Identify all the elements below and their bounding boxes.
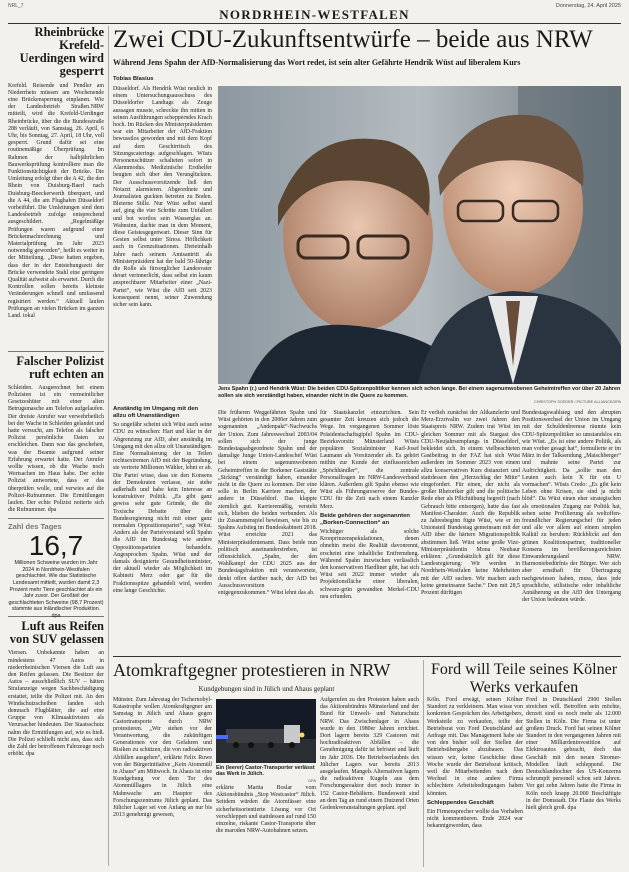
- main-subhead-2: Beide gehören der sogenannten „Borken-Connection“ an: [320, 512, 411, 526]
- main-col1: Düsseldorf. Als Hendrik Wüst neulich in einem Untersuchungsausschuss des Düsseldorfer Landtags als Zeuge aussagen musste, schreckte ihn mitten in seinen Ausführungen schepperndes Krach hoch. Im Rücken des Ministerpräsidenten war ein Mitarbeiter der AfD-Fraktion bewusstlos geworden und mit dem Kopf auf dem Geschirrtisch des Sitzungscaterings aufgeschlagen. Wüsts Personenschützer schalteten sofort in Alarmmodus. Medizinische Ersthelfer beugten sich über den Verunglückten. Der Ausschussvorsitzende ließ den Notarzt alarmieren. Abgeordnete und Journalisten guckten betreten zu Boden. Bleierne Stille. Nur Wüst selbst stand auf, ging die vier Schritte zum Unfallort und bot wortlos sein Wasserglas an. Wahnsinn, dachte man in dem Moment, diese Geistesgegenwart. Dieser Sinn für Gesten selbst unter Stress. Höflichkeit auch in Grenzsituationen. Dreieinhalb Jahre nach seinem Amtsantritt als Ministerpräsident hat der bald 50-Jährige die Rolle als fürsorglicher Landesvater derart verinnerlicht, dass selbst ein kaum ansprechbarer Mitarbeiter einer „Nazi-Partei“, wie Wüst die AfD seit 2023 konsequent nennt, seiner Zuwendung sicher sein kann.: [113, 86, 212, 309]
- column-rule: [108, 26, 109, 866]
- column-rule: [423, 660, 424, 867]
- main-subtitle: Während Jens Spahn der AfD-Normalisierung das Wort redet, ist sein alter Gefährte Hendrik Wüst auf liberalem Kurs: [113, 58, 521, 67]
- main-col4: Bundestagswahlsieg und den abrupten Positionswechsel der Union im Umgang mit der Schuldenbremse räumte kein CDU-Spitzenpolitiker so umstandslos ein wie Wüst. „Es ist eine andere Politik, als man vorher gesagt hat“, formulierte er im März in der Talksendung „Maischberger“ und mahnte seine Partei zur Aufrichtigkeit. Da „sollte man den Leuten auch kein X für ein U vormachen“. Wüsts Credo: „Es gibt kein Leben ohne Krisen, sie sind ja nicht blöd“. Da Wüst einen eher strategischen als emotionalen Zugang zur Politik hat, sehen seine Profilierung als weltoffen-freundlicher Regierungschef für jeden und alle vor allem auf einem simplen Kalkül zu beruhen: Rückblickt auf den grünen Koalitionspartner, traditioneller Konsens im bevölkerungsreichsten Einwanderungsland NRW. Harmoniebedürfnis der Bürger. Wer sich aber ernsthaft für Übertragung nachgewiesen haben, muss, dass jede sprachliche, stilistische oder inhaltliche Annäherung an die AfD den Untergang der Union bedeuten würde.: [522, 410, 621, 604]
- zahl-label: Zahl des Tages: [8, 521, 62, 531]
- main-col2c: Wichtiger als solche Kronprinzenspekulationen, denen ohnehin meist die Realität davonrennt, erscheint eine inhaltliche Entfremdung. Während Spahn inzwischen verlässlich den konservativen Hardliner gibt, hat sich Wüst seit 2022 immer wieder als Projektionsfläche einer liberalen, schwarz-grün gewandten Merkel-CDU neu erfunden.: [320, 529, 419, 600]
- castor-credit: DPA: [308, 778, 316, 783]
- castor-caption: Ein (leerer) Castor-Transporter verlässt das Werk in Jülich.: [216, 765, 315, 778]
- section-title: NORDRHEIN-WESTFALEN: [219, 7, 410, 22]
- main-col2b: für Staatskanzlei einzurichten. Sein gesamter Zeit kreuzen sich jedoch die Wege. Im vergangenen Sommer löste Präsidentschaftsgipfel Spahn im CDU-Bezirksvorsitz Münsterland Wüsts populären Sozialminister Karl-Josef Laumann als Vorsitzender ab. Es gehört mithin zur Kunde der einflussreichen „Spöchhändler“, die zentrale Personalfragen im NRW-Landesverband klären. Außerdem gilt Spahn ebenso wie Wüst als Führungsreserve der Bundes-CDU für die Zeit nach einem Kanzler Merz.: [320, 410, 419, 510]
- main-col1b: So ungefähr scheint sich Wüst auch seine CDU zu wünschen: Hart und klar in der Abgrenzung zur AfD, aber anständig im Umgang mit den allzu oft Unanständigen. Eine Normalisierung der in Teilen rechtsextremen AfD mit der Begründung, sie vertrete Millionen Wähler, lehnt er ab. Die Partei wisse, dass sie den Konsens der Demokraten verlasse, sie stehe außerhalb und habe kein Interesse an konstruktiver Politik. „Es gibt ganz gewiss sehr gute Gründe, die die Toxische Debatte über die Bundesregierung nicht mit einer ganz normalen Oppositionspartei“, sagt Wüst. Anders als der Parteivorstand will Spahn die AfD im Bundestag wie andere Oppositionsparteien behandeln. Angesprochen Spahn. Wüst und der damals designierte Gesundheitsminister, der aktuell wieder als Möglichkeit im Kabinett Merz oder gar für die Fraktionsspitze gehandelt wird, werden eine lange Geschichte.: [113, 422, 212, 594]
- left-column: [8, 26, 104, 765]
- main-col2: Die früheren Weggefährten Spahn und Wüst gehörten in den 2000er Jahren zum sogenannten „Andenpakt“-Nachwuchs der Union. Zum Jahreswechsel 2003/04 sollen sich der junge Bundestagsabgeordnete Spahn und der damalige Junge Union-Landeschef Wüst bei einem sagenumwobenen Geheimtreffen in der Borkener Gaststätte „Sicking“ verständigt haben, einander nicht in die Quere zu kommen. Der eine solle in Berlin Karriere machen, der andere in Düsseldorf. Das klappte ziemlich gut. Karrieremäßig, versteht sich, blieben die beiden verbunden. Als ihr Zusammenspiel bewiesen, wie bis zu Spahns Aufstieg im Bundeskabinett 2018. Wüst erreichte 2021 das Ministerpräsidentenamt. Dass beide nun politisch auseinanderstreben, ist offensichtlich. „Spahn, der den Wahlkampf der CDU 2025 aus der Bundestagsfraktion mit verantwortete, denkt offen darüber nach, der AfD bei Ausschussvorsitzen entgegenzukommen.“ Wüst lehnt das ab.: [218, 410, 317, 597]
- zahl-value: 16,7: [28, 529, 84, 561]
- article-title-police: Falscher Polizist ruft echten an: [16, 353, 104, 381]
- photo-caption: Jens Spahn (r.) und Hendrik Wüst: Die beiden CDU-Spitzenpolitiker kennen sich schon lange. Bei einem sagenumwobenen Geheimtreffen vor über 20 Jahren sollen sie sich verständigt haben, einander nicht in die Quere zu kommen.: [218, 386, 621, 399]
- atom-subtitle: Kundgebungen sind in Jülich und Ahaus geplant: [198, 685, 335, 693]
- divider: [8, 518, 104, 519]
- main-col1-cont: [113, 404, 212, 649]
- author: Tobias Blasius: [113, 76, 154, 82]
- article-title-suv: Luft aus Reifen von SUV gelassen: [9, 619, 104, 647]
- article-title-bridge: Rheinbrücke Krefeld-Uerdingen wird gesperrt: [19, 25, 104, 79]
- ford-col1b-text: Ein Firmensprecher wollte das Vorhaben nicht kommentieren. Ende 2024 war bekanntgeworden, dass: [427, 808, 523, 830]
- ford-col1-text: Köln. Ford erwägt, seinen Kölner Standort zu verkleinern. Man wisse von konkreten Gesprächen des Arbeitgebers, Werksteile zu verkaufen, teilte der Betriebsrat von Ford Deutschland auf Anfrage mit. Das Management habe sie von den bisher soll der Stellen der Betriebsübergabe abzubauen. Das wissen wir, keine Geschichte diese Woche wurde der Betriebsrat kritisch, weil die Mitarbeitenden nach dem Wechsel in eine andere Firma schlechtere Arbeitsbedingungen haben könnten.: [427, 697, 523, 797]
- zahl-text: Millionen Schweine wurden im Jahr 2024 in Nordrhein-Westfalen geschlachtet. Wie das Statistische Landesamt mitteilt, wurden damit 2,3 Prozent mehr Tiere geschlachtet als ein Jahr zuvor. Der Großteil der geschlachteten Schweine (98,7 Prozent) stammte aus inländischer Produktion. dpa: [8, 560, 104, 620]
- page-code: NRL_7: [8, 3, 24, 9]
- ford-title: Ford will Teile seines Kölner Werks verkaufen: [430, 661, 618, 696]
- photo-image: [218, 86, 621, 384]
- ford-col2: Ford in Deutschland 2900 Stellen streichen will. Betroffen sein möchte, derzeit sind es noch mehr als 12.000 Stellen in Köln. Die Firma ist unter großem Druck. Ford hat seinen Kölner Standort in den vergangenen Jahren mit einer Milliardeninvestition auf Elektroautos gebracht, doch das Geschäft mit den neuen Stromer-Modellen läuft schleppend. Die Deutschlandtochter des US-Konzerns schrumpft personell schon seit Jahren. Vor gut zehn Jahren hatte die Firma in Köln noch knapp 20.000 Beschäftigte in der Domstadt. Die Flaute des Werks hielt gleich groß. dpa: [526, 697, 621, 812]
- article-text-suv: Viersen. Unbekannte haben an mindestens 47 Autos in niederrheinischen Viersen die Luft aus den Reifen gelassen. Die Besitzer der Autos – ausschließlich SUV – hätten Strafanzeige wegen Sachbeschädigung erstattet, teilte die Polizei mit. An den Windschutzscheiben fanden sich demnach Flugblätter, die auf eine Gruppe von Klimaaktivisten als Verursacher hindeuten. Der Staatsschutz nahm die Ermittlungen auf, wie es hieß. Die Polizei schließt nicht aus, dass sich die Zahl der betroffenen Fahrzeuge noch erhöht. dpa: [8, 650, 104, 758]
- castor-image: [216, 699, 316, 763]
- atom-title: Atomkraftgegner protestieren in NRW: [113, 660, 391, 680]
- photo-castor: [216, 699, 316, 763]
- main-subhead-1: Anständig im Umgang mit den allzu oft Unanständigen: [113, 406, 199, 420]
- atom-col1: Münster. Zum Jahrestag der Tschernobyl-Katastrophe wollen Atomkraftgegner am Samstag in Jülich und Ahaus gegen Castortransporte durch NRW protestieren. „Wir stehen vor der Verantwortung, die zukünftigen Generationen vor den Gefahren und Risiken zu schützen, die von radioaktiven Abfällen ausgehen“, erklärte Felix Ruwe von der Bürgerinitiative „Kein Atommüll in Ahaus“ am Mittwoch. In Ahaus ist eine Kundgebung vor dem Tor des Atommülllagers in Jülich eine Mahnwache am Hauptor des Forschungszentrums Jülich geplant. Das Jülicher Lager sei von Anfang an nur bis 2013 genehmigt gewesen,: [113, 697, 212, 819]
- atom-col3: Aufgerufen zu den Protesten haben auch das Aktionsbündnis Münsterland und der Bund für Umwelt- und Naturschutz NRW. Das Zwischenlager in Ahaus wurde in den 1980er Jahren errichtet. Dort lagern bereits 329 Castoren mit hochradioaktiven Abfällen – die Genehmigung dafür ist befristet und läuft im Jahr 2036. Die Betriebserlaubnis des Jülicher Lagers war bereits 2013 ausgelaufen. Mangels Alternativen lagern die radioaktiven Kugeln aus dem Forschungsreaktor dort noch immer in 152 Castor-Behältern. Bundesweit sind an dem Tag an rund einem Dutzend Orten Gedenkveranstaltungen geplant. epd: [320, 697, 419, 812]
- main-col2-cont: [320, 410, 419, 650]
- divider: [8, 351, 104, 352]
- photo-spahn-wuest: [218, 86, 621, 384]
- ford-col1: [427, 697, 523, 867]
- section-rule: [113, 656, 621, 657]
- article-text-police: Schleiden. Ausgerechnet bei einem Polizisten ist ein vermeintlicher Gesetzeshüter mit einer alten Betrugsmasche am Telefon aufgelaufen. Der dreiste Anrufer war verwehrbetlich bei der Wache in Schleiden gelandet und hatte versucht, am Telefon als falscher Polizist persönliche Daten zu erschleichen. Dann war das geschehen, was der Beamte aufgrund seiner Erfahrung erwartet hatte. Der Anrufer wollte wissen, ob die Wache noch Wertsachen im Haus habe. Der echte Polizist antwortete, dass er das überprüfen wolle, und verwies auf die Polizei-Rufnummer. Die Ermittlungen laufen. Der echte Polizist notierte sich die Rufnummer. dpa: [8, 384, 104, 514]
- photo-credit: CHRISTOPH SOEDER / PICTURE ALLIANCE/DPA: [534, 400, 621, 404]
- main-col3: Er verlieh zunächst der Altkanzlerin und Merz-Erzrivalin vor zwei Jahren den Staatspreis NRW. Zudem trat Wüst im gleichen Sommer mit als Stargast des CDU-Neujahrsempfangs in Düsseldorf, bekleidet sich. In einem vielbeachteten Gastbeitrag in der FAZ hat sich Wüst außerdem im Sommer 2023 von einem allzu konservativen Kurs distanziert und stattdessen den „Herzschlag der Mitte“ eingefordert. Für einen, der nicht als großer Rhetoriker gilt und die politische Rede eher als Pflichtübung begreift (nach Gebrauch bitte entsorgen), hatte das fast Manifest-Charakter. Auch die Republik zu Jahresbeginn fügte Wüst, wie er im Unionsteil Bundestag gemeinsam mit der AfD über die härtere Migrationspolitik abstimmen ließ. Wüst seine große Vize-Ministerpräsidentin Mona Neubaur erklären: „Grundsätzlich gilt für diese Landesregierung: Wir werden in Nordrhein-Westfalen keine Mehrheiten mit der AfD suchen. Wir machen auch keine gemeinsame Sache.“ Den mit 28,5 Prozent dürftigen: [421, 410, 520, 597]
- page-date: Donnerstag, 24. April 2025: [555, 3, 621, 9]
- atom-col2: erklärte Marita Boslar vom Aktionsbündnis „Stop Westcastor“ Jülich. Seitdem würden die Atomfässer eine sicherheitsorientierte Lösung vor Ort verschleppen und stattdessen auf rund 150 einzelne, riskante Castor-Transporte über die maroden NRW-Autobahnen setzen.: [216, 785, 316, 835]
- ford-subhead: Schleppendes Geschäft: [427, 799, 494, 806]
- article-text-bridge: Krefeld. Reisende und Pendler am Niederrhein müssen am Wochenende eine Brückensperrung einplanen. Wie der Landesbetrieb Straßen.NRW mitteilt, wird die Krefeld-Uerdinger Rheinbrücke, über die die Bundesstraße 288 verläuft, von Samstag, 26. April, 6 Uhr, bis Sonntag, 27. April, 18 Uhr, voll gesperrt. Grund dafür sei eine routinemäßige Überprüfung. Im Rahmen der halbjährlichen Bauwerksprüfung kontrolliere man die Funktionstüchtigkeit der Brücke. Die Umleitung erfolgt über die A 42, die den Rhein von Duisburg-Baerl nach Duisburg-Beeckerwerth überquert, und die A 44, die am Flughafen Düsseldorf vorbeiführt. Die Umleitungen sind dem Landesbetrieb zufolge entsprechend ausgeschildert. „Regelmäßige Prüfungen waren aufgrund einer Brückennachrechnung und Materialprüfung im Jahr 2023 notwendig geworden“, heißt es weiter in der Mitteilung. „Diese hatten ergeben, dass der in der Entstehungszeit der Brücke verwendete Stahl eine geringere Qualität aufweist als erwartet. Durch die Kontrollen sollen bereits kleinste Veränderungen schnell und umfassend registriert werden.“ Aktuell laufen Prüfungen an vielen Brücken im ganzen Land. tokal: [8, 82, 104, 319]
- header-rule: [8, 23, 621, 24]
- main-title: Zwei CDU-Zukunftsentwürfe – beide aus NRW: [113, 26, 593, 53]
